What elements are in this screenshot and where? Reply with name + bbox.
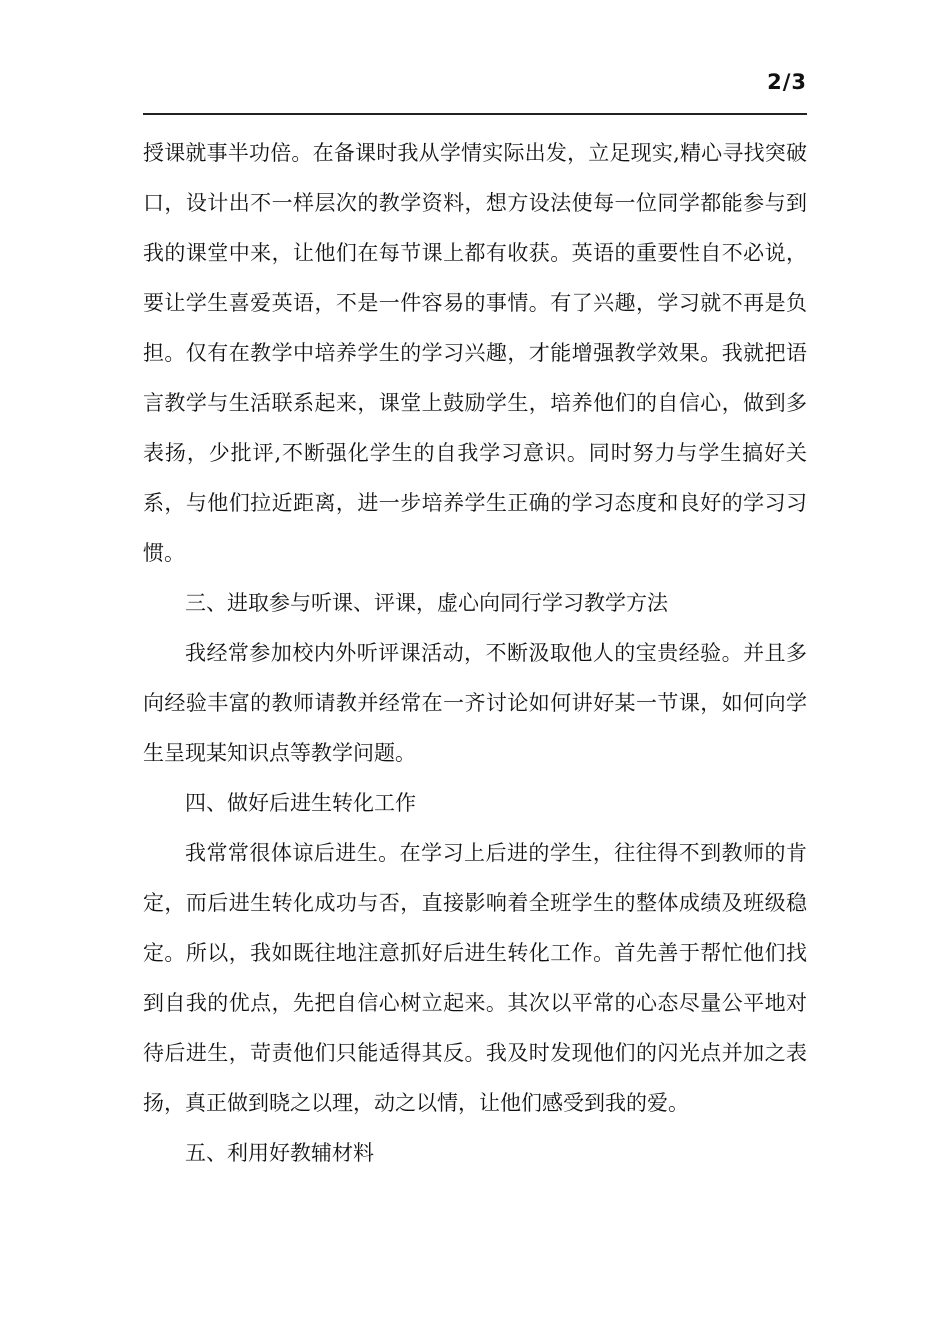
page-number: 2/3: [767, 70, 807, 94]
paragraph-section-4: 我常常很体谅后进生。在学习上后进的学生，往往得不到教师的肯定，而后进生转化成功与否，直接影响着全班学生的整体成绩及班级稳定。所以，我如既往地注意抓好后进生转化工作。首先善于帮忙他们找到自我的优点，先把自信心树立起来。其次以平常的心态尽量公平地对待后进生，苛责他们只能适得其反。我及时发现他们的闪光点并加之表扬，真正做到晓之以理，动之以情，让他们感受到我的爱。: [143, 841, 807, 1115]
document-body: [143, 128, 807, 1178]
paragraph-section-3: 我经常参加校内外听评课活动，不断汲取他人的宝贵经验。并且多向经验丰富的教师请教并经常在一齐讨论如何讲好某一节课，如何向学生呈现某知识点等教学问题。: [143, 641, 807, 765]
section-heading-4: 四、做好后进生转化工作: [185, 791, 416, 815]
header-rule: [143, 113, 807, 115]
section-heading-3: 三、进取参与听课、评课，虚心向同行学习教学方法: [185, 591, 668, 615]
section-heading-5: 五、利用好教辅材料: [185, 1141, 374, 1165]
paragraph-continuation: 授课就事半功倍。在备课时我从学情实际出发，立足现实,精心寻找突破口，设计出不一样层次的教学资料，想方设法使每一位同学都能参与到我的课堂中来，让他们在每节课上都有收获。英语的重要性自不必说，要让学生喜爱英语，不是一件容易的事情。有了兴趣，学习就不再是负担。仅有在教学中培养学生的学习兴趣，才能增强教学效果。我就把语言教学与生活联系起来，课堂上鼓励学生，培养他们的自信心，做到多表扬，少批评,不断强化学生的自我学习意识。同时努力与学生搞好关系，与他们拉近距离，进一步培养学生正确的学习态度和良好的学习习惯。: [143, 141, 807, 565]
